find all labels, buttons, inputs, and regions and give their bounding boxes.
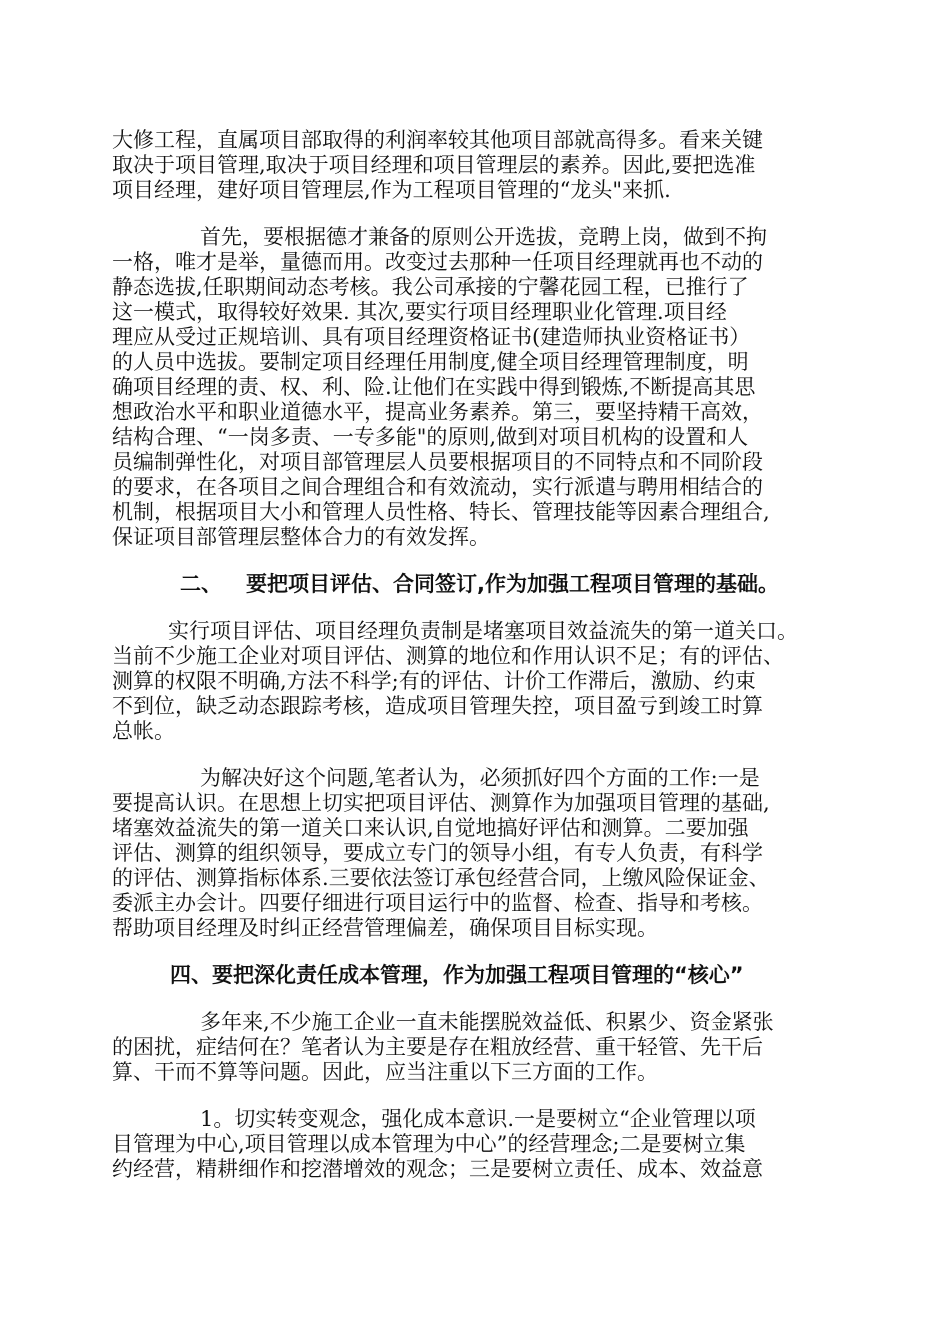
text-line: 的要求，在各项目之间合理组合和有效流动，实行派遣与聘用相结合的 [112, 475, 763, 499]
text-line: 这一模式，取得较好效果. 其次,要实行项目经理职业化管理.项目经 [112, 300, 727, 324]
text-line: 一格，唯才是举，量德而用。改变过去那种一任项目经理就再也不动的 [112, 250, 763, 274]
text-line: 测算的权限不明确,方法不科学;有的评估、计价工作滞后，激励、约束 [112, 669, 756, 693]
text-line: 帮助项目经理及时纠正经营管理偏差，确保项目目标实现。 [112, 916, 658, 940]
text-line: 的人员中选拔。要制定项目经理任用制度,健全项目经理管理制度，明 [112, 350, 749, 374]
text-line: 1。切实转变观念，强化成本意识.一是要树立“企业管理以项 [200, 1107, 756, 1131]
text-line: 目管理为中心,项目管理以成本管理为中心”的经营理念;二是要树立集 [112, 1132, 746, 1156]
text-line: 算、干而不算等问题。因此，应当注重以下三方面的工作。 [112, 1060, 658, 1084]
section-heading-number: 二、 [180, 572, 222, 596]
text-line: 评估、测算的组织领导，要成立专门的领导小组，有专人负责，有科学 [112, 841, 763, 865]
section-heading: 要把项目评估、合同签订,作为加强工程项目管理的基础。 [246, 572, 779, 596]
text-line: 的评估、测算指标体系.三要依法签订承包经营合同，上缴风险保证金、 [112, 866, 770, 890]
text-line: 员编制弹性化，对项目部管理层人员要根据项目的不同特点和不同阶段 [112, 450, 763, 474]
text-line: 的困扰，症结何在？笔者认为主要是存在粗放经营、重干轻管、先干后 [112, 1035, 763, 1059]
text-line: 项目经理，建好项目管理层,作为工程项目管理的“龙头"来抓. [112, 178, 671, 202]
text-line: 确项目经理的责、权、利、险.让他们在实践中得到锻炼,不断提高其思 [112, 375, 756, 399]
text-line: 取决于项目管理,取决于项目经理和项目管理层的素养。因此,要把选准 [112, 153, 756, 177]
text-line: 静态选拔,任职期间动态考核。我公司承接的宁馨花园工程，已推行了 [112, 275, 749, 299]
text-line: 保证项目部管理层整体合力的有效发挥。 [112, 525, 490, 549]
text-line: 理应从受过正规培训、具有项目经理资格证书(建造师执业资格证书） [112, 325, 751, 349]
text-line: 多年来,不少施工企业一直未能摆脱效益低、积累少、资金紧张 [200, 1010, 774, 1034]
text-line: 大修工程，直属项目部取得的利润率较其他项目部就高得多。看来关键 [112, 128, 763, 152]
text-line: 当前不少施工企业对项目评估、测算的地位和作用认识不足；有的评估、 [112, 644, 784, 668]
text-line: 机制，根据项目大小和管理人员性格、特长、管理技能等因素合理组合, [112, 500, 770, 524]
text-line: 总帐。 [112, 719, 175, 743]
text-line: 实行项目评估、项目经理负责制是堵塞项目效益流失的第一道关口。 [168, 619, 798, 643]
text-line: 要提高认识。在思想上切实把项目评估、测算作为加强项目管理的基础, [112, 791, 770, 815]
text-line: 不到位，缺乏动态跟踪考核，造成项目管理失控，项目盈亏到竣工时算 [112, 694, 763, 718]
text-line: 想政治水平和职业道德水平，提高业务素养。第三，要坚持精干高效， [112, 400, 763, 424]
section-heading: 四、要把深化责任成本管理，作为加强工程项目管理的“核心” [170, 963, 744, 987]
text-line: 约经营，精耕细作和挖潜增效的观念；三是要树立责任、成本、效益意 [112, 1157, 763, 1181]
text-line: 首先，要根据德才兼备的原则公开选拔，竞聘上岗，做到不拘 [200, 225, 767, 249]
text-line: 堵塞效益流失的第一道关口来认识,自觉地搞好评估和测算。二要加强 [112, 816, 749, 840]
text-line: 为解决好这个问题,笔者认为，必须抓好四个方面的工作:一是 [200, 766, 760, 790]
text-line: 结构合理、“一岗多责、一专多能"的原则,做到对项目机构的设置和人 [112, 425, 749, 449]
text-line: 委派主办会计。四要仔细进行项目运行中的监督、检查、指导和考核。 [112, 891, 763, 915]
